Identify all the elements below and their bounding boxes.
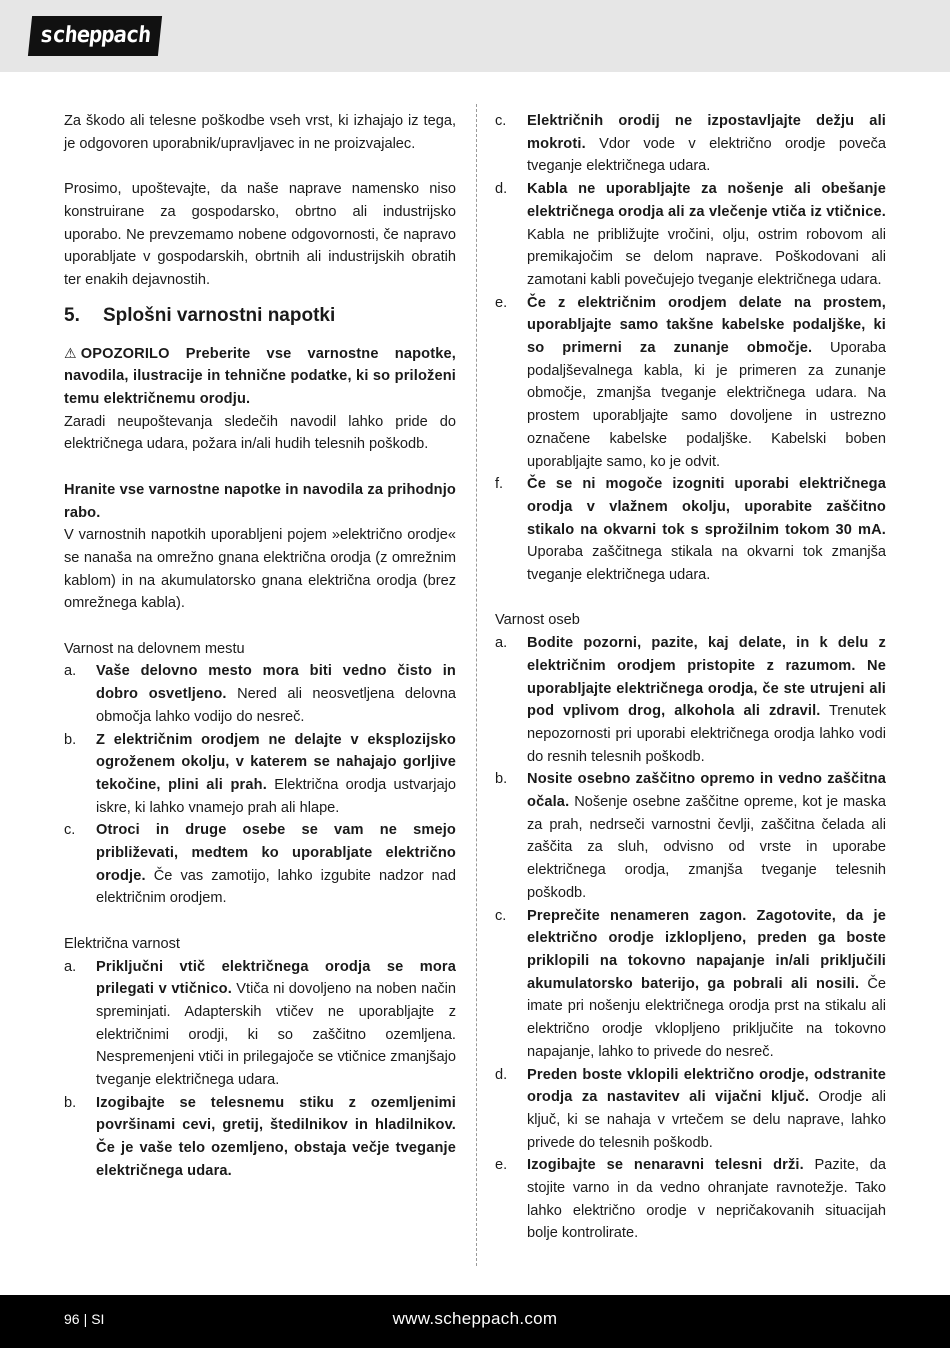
electrical-safety-heading: Električna varnost: [64, 935, 180, 952]
list-item: [495, 178, 886, 292]
list-marker: c.: [495, 113, 507, 129]
list-item-bold: Preprečite nenameren zagon. Zagotovite, da je električno orodje izklopljeno, preden ga boste priklopili na tokovno napajanje in/ali priključili akumulatorsko baterijo, ga pobrali ali nosili.: [527, 907, 886, 992]
list-marker: d.: [495, 181, 508, 198]
list-marker: b.: [495, 771, 508, 788]
list-item-text: Trenutek nepozornosti pri uporabi električnega orodja lahko vodi do resnih telesnih poškodb.: [527, 703, 886, 765]
list-item: [64, 1092, 456, 1183]
list-item: [64, 819, 456, 910]
list-marker: c.: [495, 907, 507, 924]
list-item-text: Električna orodja ustvarjajo iskre, ki lahko vnamejo prah ali hlape.: [96, 776, 456, 816]
list-item-text: Nošenje osebne zaščitne opreme, kot je maska za prah, nedrseči varnostni čevlji, zaščitna čelada ali zaščita za sluh, odvisno od vrste in uporabe električnega orodja, zmanjša tveganje telesnih poškodb.: [527, 794, 886, 901]
page-header: [0, 0, 950, 72]
list-item-text: Vdor vode v električno orodje poveča tveganje električnega udara.: [527, 135, 886, 175]
list-item: [495, 1064, 886, 1155]
section-heading: [64, 303, 456, 329]
list-item-bold: Preden boste vklopili električno orodje, odstranite orodja za nastavitev ali vijačni ključ.: [527, 1066, 886, 1106]
list-item-bold: Kabla ne uporabljajte za nošenje ali obešanje električnega orodja ali za vlečenje vtiča iz vtičnice.: [527, 181, 886, 220]
list-item: [495, 768, 886, 904]
list-item-text: Uporaba podaljševalnega kabla, ki je primeren za zunanje območje, zmanjša tveganje električnega udara. Na prostem uporabljajte samo dovoljene in ustrezno označene kabelske podaljške. Kabelski boben uporabljajte samo, ko je odvit.: [527, 340, 886, 470]
footer-separator: |: [83, 1311, 88, 1327]
list-item-bold: Vaše delovno mesto mora biti vedno čisto in dobro osvetljeno.: [96, 663, 456, 703]
list-item: [495, 632, 886, 768]
personal-safety-heading: Varnost oseb: [495, 612, 580, 629]
section-title: Splošni varnostni napotki: [103, 304, 336, 326]
list-item-text: Kabla ne približujte vročini, olju, ostrim robovom ali premikajočim se delom naprave. Poškodovani ali zamotani kabli povečujejo tveganje električnega udara.: [527, 226, 886, 288]
list-item-bold: Nosite osebno zaščitno opremo in vedno zaščitna očala.: [527, 771, 886, 811]
list-marker: d.: [495, 1066, 508, 1083]
list-item: [64, 729, 456, 820]
warning-bold-text: OPOZORILO Preberite vse varnostne napotke, navodila, ilustracije in tehnične podatke, ki so priloženi temu električnemu orodju.: [64, 345, 456, 408]
list-item-text: Pazite, da stojite varno in da vedno ohranjate ravnotežje. Tako lahko električno orodje v nepričakovanih situacijah bolje kontrolirate.: [527, 1157, 886, 1242]
list-item: [495, 473, 886, 587]
list-item-bold: Z električnim orodjem ne delajte v eksplozijsko ogroženem okolju, v katerem se nahajajo gorljive tekočine, plini ali prah.: [96, 731, 456, 793]
brand-logo: scheppach: [28, 16, 162, 56]
list-item: [495, 1154, 886, 1245]
list-item: [64, 956, 456, 1092]
page-number: 96: [64, 1311, 80, 1327]
list-marker: b.: [64, 1094, 77, 1111]
list-item-bold: Če z električnim orodjem delate na prostem, uporabljajte samo takšne kabelske podaljške, ki so primerni za zunanje območje.: [527, 294, 886, 357]
list-item: [495, 905, 886, 1064]
list-item-text: Če imate pri nošenju električnega orodja prst na stikalu ali električno orodje vklopljeno priključite na tokovno napajanje, lahko to privede do nesreč.: [527, 975, 886, 1060]
list-item-bold: Otroci in druge osebe se vam ne smejo približevati, medtem ko uporabljate električno orodje.: [96, 822, 456, 884]
warning-text: Zaradi neupoštevanja sledečih navodil lahko pride do električnega udara, požara in/ali hudih telesnih poškodb.: [64, 413, 456, 453]
list-item-bold: Bodite pozorni, pazite, kaj delate, in k delu z električnim orodjem pristopite z razumom. Ne uporabljajte električnega orodja, če ste utrujeni ali pod vplivom drog, alkohola ali zdravil.: [527, 635, 886, 720]
language-code: SI: [91, 1311, 105, 1327]
list-marker: a.: [64, 958, 77, 975]
list-marker: a.: [495, 635, 508, 652]
keep-instructions-text: V varnostnih napotkih uporabljeni pojem »električno orodje« se nanaša na omrežno gnana električna orodja (z omrežnim kablom) in na akumulatorsko gnana električna orodja (brez omrežnega kabla).: [64, 527, 456, 612]
list-marker: f.: [495, 476, 504, 493]
list-item-bold: Električnih orodij ne izpostavljajte dežju ali mokroti.: [527, 113, 886, 152]
list-item: [495, 110, 886, 178]
list-marker: c.: [64, 822, 76, 839]
list-item-text: Uporaba zaščitnega stikala na okvarni tok zmanjša tveganje električnega udara.: [527, 544, 886, 584]
list-marker: e.: [495, 294, 508, 311]
intro-paragraph-2: Prosimo, upoštevajte, da naše naprave namensko niso konstruirane za gospodarsko, obrtno ali industrijsko uporabo. Ne prevzemamo nobene odgovornosti, če napravo uporabljate v gospodarskih, obrtnih ali industrijskih obratih ter enakih dejavnostih.: [64, 181, 456, 288]
column-divider: [476, 104, 477, 1266]
warning-triangle-icon: ⚠: [64, 344, 77, 361]
section-number: 5.: [64, 304, 80, 326]
left-column: [64, 110, 456, 1183]
list-marker: b.: [64, 731, 77, 748]
list-item-text: Vtiča ni dovoljeno na noben način spreminjati. Adapterskih vtičev ne uporabljajte z električnimi orodji, ki so zaščitno ozemljena. Nespremenjeni vtiči in prilegajoče se vtičnice zmanjšajo tveganje električnega udara.: [96, 981, 457, 1089]
warning-notice: [64, 342, 456, 411]
keep-instructions-bold: Hranite vse varnostne napotke in navodila za prihodnjo rabo.: [64, 481, 456, 521]
right-column: [495, 110, 886, 1245]
list-item-bold: Če se ni mogoče izogniti uporabi električnega orodja v vlažnem okolju, uporabite zaščitno stikalo na okvarni tok s sprožilnim tokom 30 mA.: [527, 476, 886, 538]
workplace-safety-heading: Varnost na delovnem mestu: [64, 640, 245, 657]
list-item-text: Če vas zamotijo, lahko izgubite nadzor nad električnim orodjem.: [96, 867, 456, 907]
list-item: [495, 292, 886, 474]
list-item-text: Orodje ali ključ, ki se nahaja v vrtečem se delu naprave, lahko privede do telesnih poškodb.: [527, 1089, 886, 1151]
page-footer: [0, 1295, 950, 1348]
list-item-bold: Priključni vtič električnega orodja se mora prilegati v vtičnico.: [96, 958, 456, 998]
list-item-bold: Izogibajte se nenaravni telesni drži.: [527, 1157, 804, 1174]
list-item-text: Nered ali neosvetljena delovna območja lahko vodijo do nesreč.: [96, 686, 456, 725]
website-link[interactable]: www.scheppach.com: [392, 1309, 558, 1328]
list-item: [64, 660, 456, 728]
intro-paragraph-1: Za škodo ali telesne poškodbe vseh vrst, ki izhajajo iz tega, je odgovoren uporabnik/upravljavec in ne proizvajalec.: [64, 113, 456, 152]
list-item-bold: Izogibajte se telesnemu stiku z ozemljenimi površinami cevi, gretij, štedilnikov in hladilnikov. Če je vaše telo ozemljeno, obstaja večje tveganje električnega udara.: [96, 1094, 456, 1179]
list-marker: a.: [64, 663, 77, 680]
list-marker: e.: [495, 1157, 508, 1174]
